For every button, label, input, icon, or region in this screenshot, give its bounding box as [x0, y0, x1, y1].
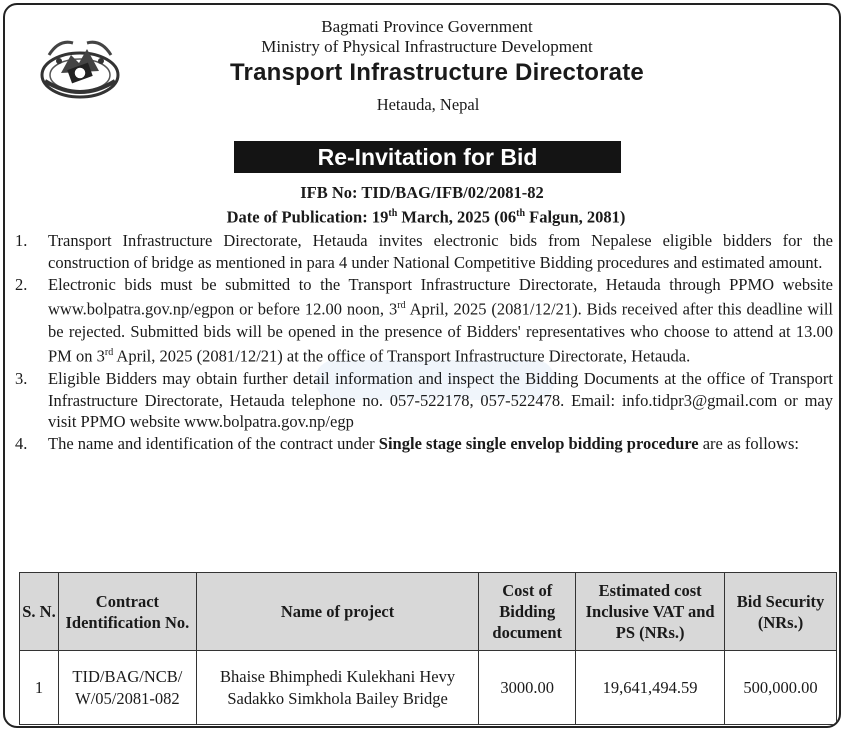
directorate-title: Transport Infrastructure Directorate — [230, 59, 644, 86]
item-text: The name and identification of the contract under Single stage single envelop bidding procedure are as follows: — [48, 434, 799, 454]
list-item — [15, 274, 833, 368]
header-estimated-cost: Estimated cost Inclusive VAT and PS (NRs.) — [576, 573, 725, 651]
item-number: 4. — [15, 434, 28, 454]
table-header-row — [20, 573, 837, 651]
list-item — [15, 230, 833, 274]
list-item — [15, 368, 833, 433]
cell-estimated-cost: 19,641,494.59 — [576, 651, 725, 725]
header-sn: S. N. — [20, 573, 59, 651]
cell-sn: 1 — [20, 651, 59, 725]
list-item — [15, 433, 833, 455]
cell-contract-id: TID/BAG/NCB/ W/05/2081-082 — [58, 651, 196, 725]
item-text: Electronic bids must be submitted to the Transport Infrastructure Directorate, Hetauda through PPMO website www.bolpatra.gov.np/egpon or before 12.00 noon, 3rd April, 2025 (2081/12/21). Bids received after this deadline will be rejected. Submitted bids will be opened in the presence of Bidders' representatives who choose to attend at 13.00 PM on 3rd April, 2025 (2081/12/21) at the office of Transport Infrastructure Directorate, Hetauda. — [48, 274, 834, 366]
cell-bid-security: 500,000.00 — [725, 651, 837, 725]
ifb-number: IFB No: TID/BAG/IFB/02/2081-82 — [300, 183, 544, 202]
table-row — [20, 651, 837, 725]
notice-page — [3, 3, 841, 728]
notice-items — [15, 230, 833, 455]
ministry-name: Ministry of Physical Infrastructure Development — [261, 37, 593, 56]
header-contract-id: Contract Identification No. — [58, 573, 196, 651]
item-text: Transport Infrastructure Directorate, Hetauda invites electronic bids from Nepalese eligible bidders for the construction of bridge as mentioned in para 4 under National Competitive Bidding procedures and estimated amount. — [48, 231, 833, 272]
header-bid-security: Bid Security (NRs.) — [725, 573, 837, 651]
item-number: 1. — [15, 231, 28, 250]
bid-table — [19, 572, 837, 725]
province-name: Bagmati Province Government — [321, 17, 533, 36]
item-number: 3. — [15, 368, 28, 388]
cell-project-name: Bhaise Bhimphedi Kulekhani Hevy Sadakko Simkhola Bailey Bridge — [196, 651, 478, 725]
item-number: 2. — [15, 274, 28, 294]
city-name: Hetauda, Nepal — [376, 95, 480, 114]
publication-date: Date of Publication: 19th March, 2025 (06th Falgun, 2081) — [226, 207, 626, 227]
item-text: Eligible Bidders may obtain further detail information and inspect the Bidding Documents at the office of Transport Infrastructure Directorate, Hetauda telephone no. 057-522178, 057-522478. Email: info.tidpr3@gmail.com or may visit PPMO website www.bolpatra.gov.np/egp — [48, 368, 833, 432]
header-document-cost: Cost of Bidding document — [479, 573, 576, 651]
cell-document-cost: 3000.00 — [479, 651, 576, 725]
header — [5, 17, 839, 116]
header-project-name: Name of project — [196, 573, 478, 651]
notice-banner: Re-Invitation for Bid — [234, 141, 621, 173]
ifb-block — [5, 182, 839, 228]
